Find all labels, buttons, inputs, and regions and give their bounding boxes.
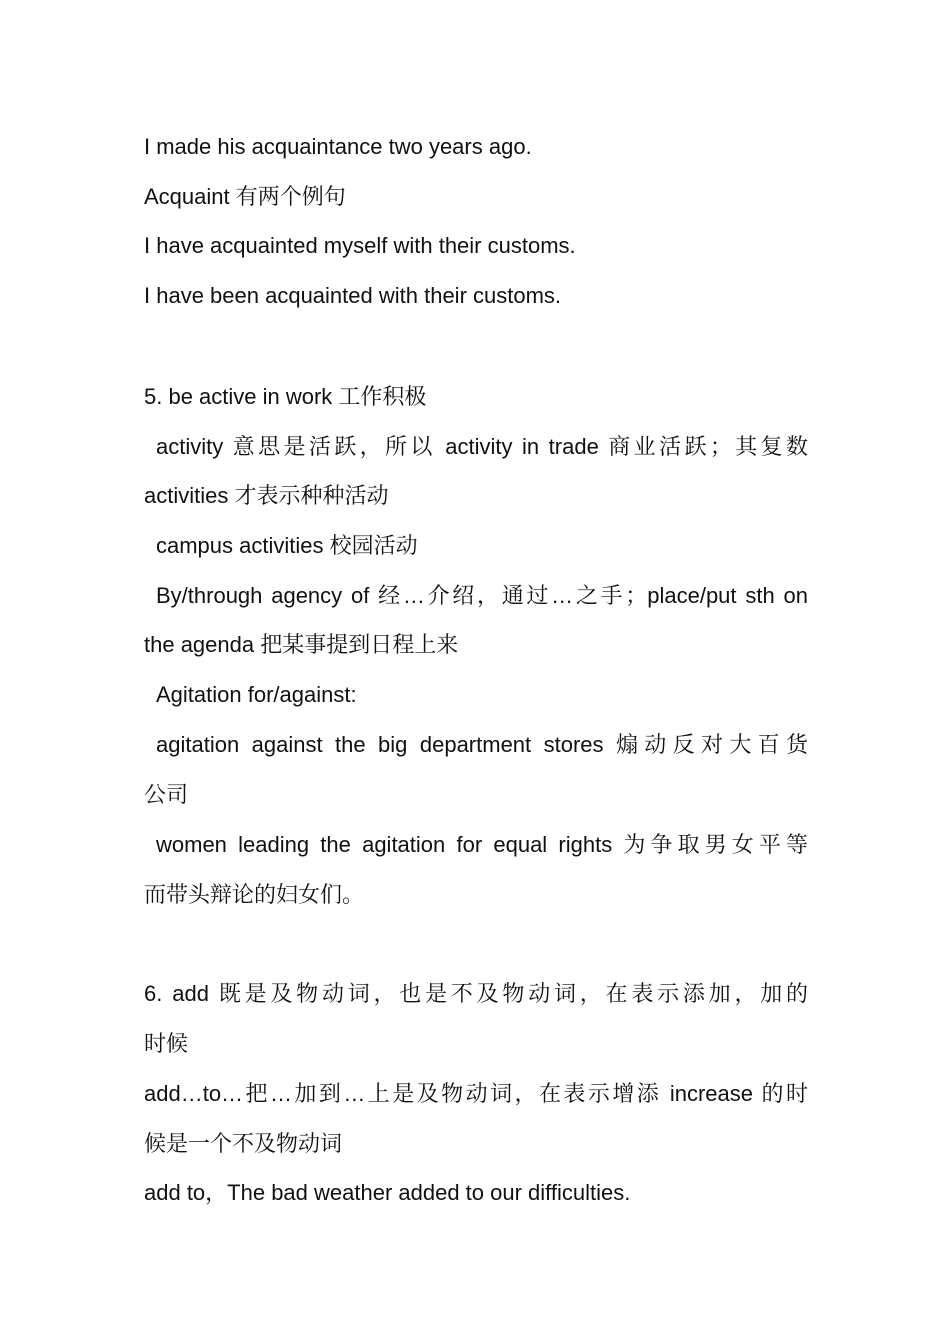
text-line-equal-rights-cont: 而带头辩论的妇女们。	[144, 882, 365, 907]
text-line-agency: By/through agency of 经…介绍，通过…之手；place/put sth on	[156, 583, 808, 608]
text-line-acquaintance: I made his acquaintance two years ago.	[144, 134, 532, 159]
text-line-section-6-heading: 6. add 既是及物动词，也是不及物动词，在表示添加，加的	[144, 981, 808, 1006]
text-line-example-2: I have been acquainted with their customs.	[144, 283, 562, 308]
text-line-acquaint-heading: Acquaint 有两个例句	[144, 184, 346, 209]
text-line-example-1: I have acquainted myself with their customs.	[144, 233, 576, 258]
text-line-agenda: the agenda 把某事提到日程上来	[144, 632, 459, 657]
text-line-add-to-cont: 候是一个不及物动词	[144, 1131, 343, 1156]
text-line-agitation-against-cont: 公司	[144, 782, 189, 807]
text-line-section-5-heading: 5. be active in work 工作积极	[144, 384, 427, 409]
text-line-add-to-example: add to，The bad weather added to our difficulties.	[144, 1180, 631, 1205]
text-line-agitation-against: agitation against the big department stores 煽动反对大百货	[156, 732, 808, 757]
text-line-agitation-heading: Agitation for/against:	[156, 682, 357, 707]
text-line-section-6-cont: 时候	[144, 1031, 189, 1056]
text-line-activity: activity 意思是活跃，所以 activity in trade 商业活跃；其复数	[156, 434, 808, 459]
text-line-add-to: add…to…把…加到…上是及物动词，在表示增添 increase 的时	[144, 1081, 808, 1106]
text-line-activities: activities 才表示种种活动	[144, 483, 389, 508]
text-line-equal-rights: women leading the agitation for equal rights 为争取男女平等	[156, 832, 808, 857]
text-line-campus-activities: campus activities 校园活动	[156, 533, 418, 558]
